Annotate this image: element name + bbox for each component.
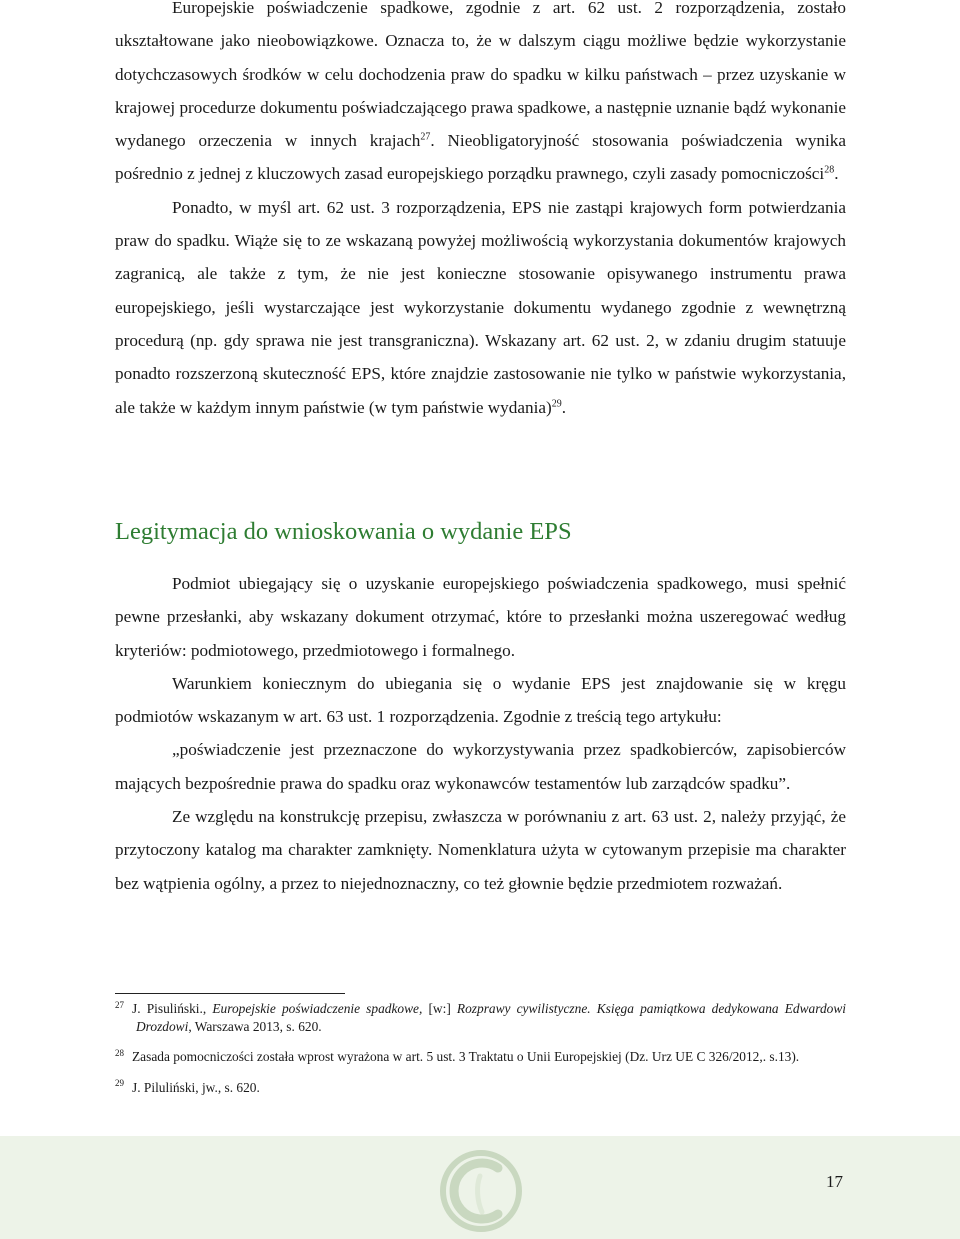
footnote-28: $^{28}$ Zasada pomocniczości została wprost wyrażona w art. 5 ust. 3 Traktatu o Unii Europejskiej (Dz. Urz UE C 326/2012,. s.13). [115,1047,800,1064]
footnote-ref-28[interactable]: 28 [824,164,835,176]
footnote-ref-27[interactable]: 27 [420,131,431,143]
text-block-section [115,567,846,900]
paragraph-2-body: Ponadto, w myśl art. 62 ust. 3 rozporządzenia, EPS nie zastąpi krajowych form potwierdzania praw do spadku. Wiąże się to ze wskazaną powyżej możliwością wykorzystania dokumentów krajowych zagranicą, ale także z tym, że nie jest konieczne stosowanie opisywanego instrumentu prawa europejskiego, jeśli wystarczające jest wykorzystanie dokumentu wydanego zgodnie z wewnętrzną procedurą (np. gdy sprawa nie jest transgraniczna). Wskazany art. 62 ust. 2, w zdaniu drugim statuuje ponadto rozszerzoną skuteczność EPS, które znajdzie zastosowanie nie tylko w państwie wykorzystania, ale także w każdym innym państwie (w tym państwie wydania) [115,197,846,417]
stylized-c-logo-icon [440,1146,522,1236]
page-number: 17 [826,1172,843,1191]
section-heading: Legitymacja do wnioskowania o wydanie EPS [115,518,572,545]
footnote-29: $^{29}$ J. Piluliński, jw., s. 620. [115,1078,260,1095]
paragraph-1-body: ukształtowane jako nieobowiązkowe. Oznacza to, że w dalszym ciągu możliwe będzie wykorzystanie dotychczasowych środków w celu dochodzenia praw do spadku w kilku państwach – przez uzyskanie w krajowej procedurze dokumentu poświadczającego prawa spadkowe, a następnie uznanie bądź wykonanie wydanego orzeczenia w innych krajach [115,31,846,151]
footnote-title: Europejskie poświadczenie spadkowe, [212,1001,423,1016]
paragraph-2 [115,191,846,424]
paragraph-4: Warunkiem koniecznym do ubiegania się o wydanie EPS jest znajdowanie się w kręgu podmiotów wskazanym w art. 63 ust. 1 rozporządzenia. Zgodnie z treścią tego artykułu: [115,673,846,727]
paragraph-1-end: . [834,164,839,184]
paragraph-1-first-line: Europejskie poświadczenie spadkowe, zgodnie z art. 62 ust. 2 rozporządzenia, zostało [172,0,846,17]
footnote-27: $^{27}$ J. Pisuliński., Europejskie poświadczenie spadkowe, [w:] Rozprawy cywilistyczne. Księga pamiątkowa dedykowana Edwardowi Drozdowi, Warszawa 2013, s. 620. [115,999,846,1034]
footnote-book-title: Rozprawy cywilistyczne. Księga pamiątkowa dedykowana Edwardowi Drozdowi [136,1001,846,1034]
paragraph-1 [115,0,846,191]
quote-paragraph: „poświadczenie jest przeznaczone do wykorzystywania przez spadkobierców, zapisobierców mających bezpośrednie prawa do spadku oraz wykonawców testamentów lub zarządców spadku”. [115,740,846,793]
paragraph-3: Podmiot ubiegający się o uzyskanie europejskiego poświadczenia spadkowego, musi spełnić pewne przesłanki, aby wskazany dokument otrzymać, które to przesłanki można uszeregować według kryteriów: podmiotowego, przedmiotowego i formalnego. [115,574,846,660]
footnote-ref-29[interactable]: 29 [551,397,562,409]
footnote-text: J. Piluliński, jw., s. 620. [132,1079,260,1095]
text-block-top [115,0,846,424]
footnote-text: , Warszawa 2013, s. 620. [188,1018,322,1034]
footnote-text: J. Pisuliński., [132,1001,213,1016]
footer-band [0,1136,960,1239]
paragraph-5: Ze względu na konstrukcję przepisu, zwłaszcza w porównaniu z art. 63 ust. 2, należy przyjąć, że przytoczony katalog ma charakter zamknięty. Nomenklatura użyta w cytowanym przepisie ma charakter bez wątpienia ogólny, a przez to niejednoznaczny, co też głownie będzie przedmiotem rozważań. [115,807,846,893]
footnote-text: Zasada pomocniczości została wprost wyrażona w art. 5 ust. 3 Traktatu o Unii Europejskiej (Dz. Urz UE C 326/2012,. s.13). [132,1049,800,1064]
footnote-text: [w:] [422,1001,457,1016]
footnote-separator [115,993,345,994]
paragraph-1-body-cont: . Nieobligatoryjność stosowania poświadczenia wynika pośrednio z jednej z kluczowych zasad europejskiego porządku prawnego, czyli zasady pomocniczości [115,131,846,184]
paragraph-2-end: . [561,397,567,417]
footnotes [115,1000,846,1109]
